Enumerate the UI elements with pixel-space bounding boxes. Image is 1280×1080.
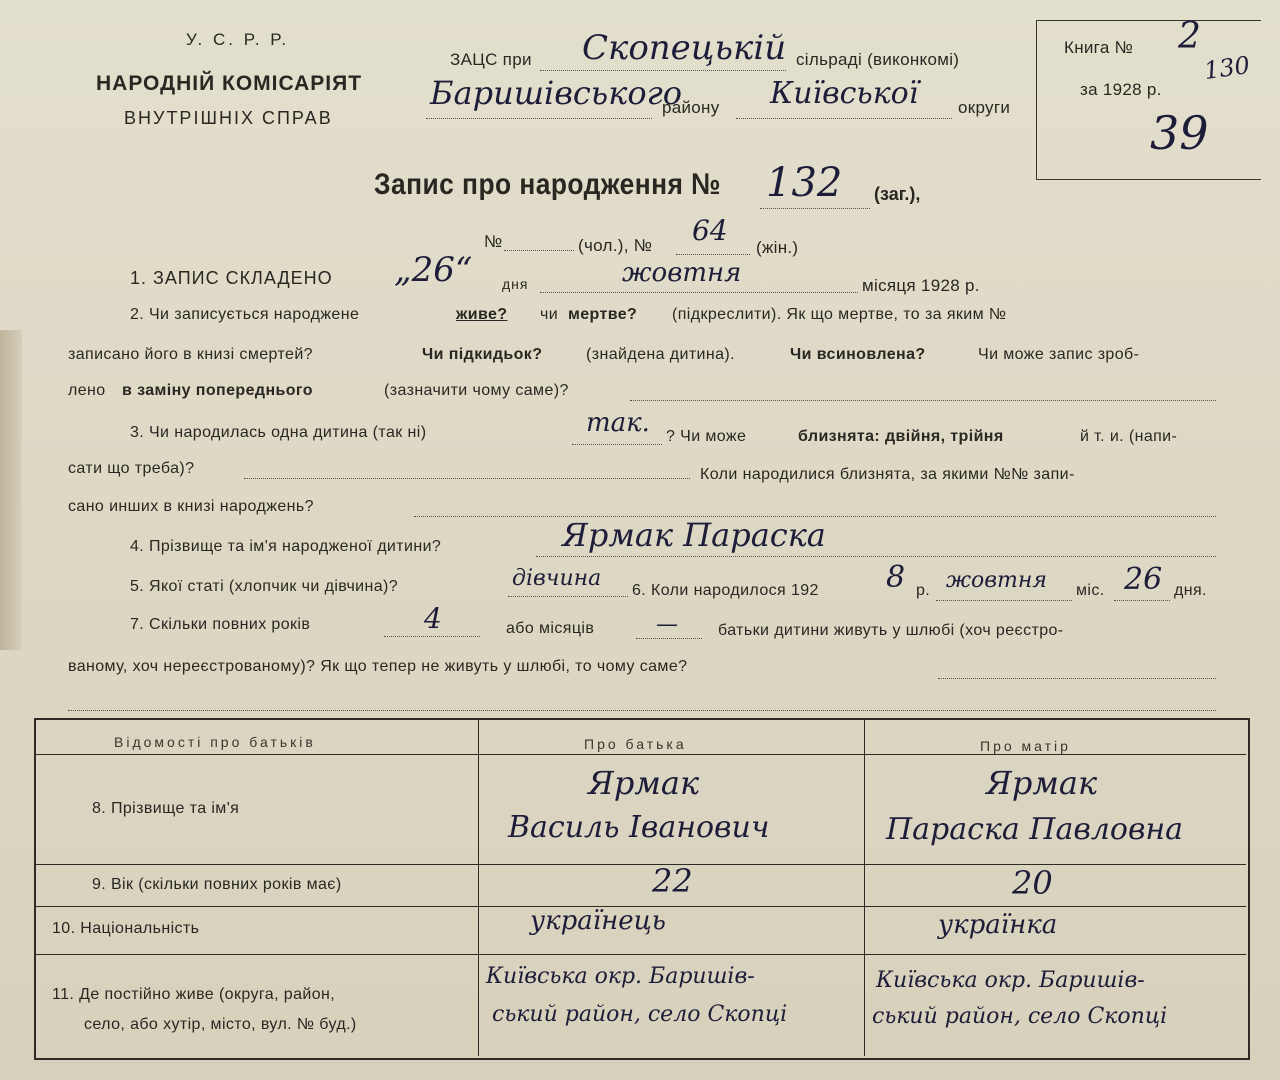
row-residence-label-2: село, або хутір, місто, вул. № буд.) bbox=[84, 1016, 357, 1033]
record-month-handwritten: жовтня bbox=[622, 258, 742, 288]
row-age-label: 9. Вік (скільки повних років має) bbox=[92, 876, 342, 893]
twins-label: ? Чи може bbox=[666, 428, 747, 445]
line2c-label: лено bbox=[68, 382, 106, 399]
table-header-parents: Відомості про батьків bbox=[114, 734, 316, 750]
foundling-question: Чи підкидьок? bbox=[422, 346, 543, 363]
father-residence-line2: ський район, село Скопці bbox=[492, 1002, 788, 1027]
mother-age-handwritten: 20 bbox=[1012, 864, 1053, 902]
dead-option: мертве? bbox=[568, 306, 638, 323]
line1-label: 1. ЗАПИС СКЛАДЕНО bbox=[130, 268, 333, 288]
commissariat-label: НАРОДНІЙ КОМІСАРІЯТ bbox=[96, 72, 363, 95]
table-header-mother: Про матір bbox=[980, 738, 1071, 754]
line3b-rest: Коли народилися близнята, за якими №№ запи- bbox=[700, 466, 1075, 483]
row-nationality-label: 10. Національність bbox=[52, 920, 200, 937]
replacement-question: в заміну попереднього bbox=[122, 382, 313, 399]
margin-note-crossed: 39 bbox=[1150, 106, 1209, 160]
row-residence-label-1: 11. Де постійно живе (округа, район, bbox=[52, 986, 336, 1003]
or-label: чи bbox=[540, 306, 559, 323]
marriage-months-handwritten: — bbox=[656, 612, 678, 637]
record-title: Запис про народження № bbox=[374, 168, 722, 201]
months-label: або місяців bbox=[506, 620, 595, 637]
mother-residence-line2: ський район, село Скопці bbox=[872, 1004, 1168, 1029]
birth-year-handwritten: 8 bbox=[886, 560, 906, 595]
day-label: дня bbox=[502, 276, 529, 292]
record-suffix: (заг.), bbox=[874, 184, 921, 204]
day-label-2: дня. bbox=[1174, 582, 1207, 599]
father-surname-handwritten: Ярмак bbox=[588, 764, 700, 802]
record-day-handwritten: „26“ bbox=[394, 250, 473, 290]
twins-options: близнята: двійня, трійня bbox=[798, 428, 1004, 445]
single-child-handwritten: так. bbox=[586, 408, 650, 438]
child-sex-handwritten: дівчина bbox=[512, 566, 602, 591]
book-number-handwritten: 2 bbox=[1178, 16, 1201, 57]
district-label: району bbox=[662, 98, 720, 117]
father-residence-line1: Київська окр. Баришів- bbox=[486, 964, 755, 989]
female-number-handwritten: 64 bbox=[692, 214, 728, 247]
okrug-handwritten: Київської bbox=[770, 76, 919, 111]
female-label: (жін.) bbox=[756, 238, 799, 257]
okrug-label: округи bbox=[958, 98, 1011, 117]
marriage-years-handwritten: 4 bbox=[424, 602, 442, 635]
birth-day-handwritten: 26 bbox=[1124, 562, 1163, 597]
male-label: (чол.), № bbox=[578, 236, 653, 255]
adopted-question: Чи всиновлена? bbox=[790, 346, 926, 363]
torn-edge bbox=[0, 330, 22, 650]
line7-rest: батьки дитини живуть у шлюбі (хоч реєстро- bbox=[718, 622, 1064, 639]
village-label: сільраді (виконкомі) bbox=[796, 50, 960, 69]
line3c-label: сано инших в книзі народжень? bbox=[68, 498, 314, 515]
line2b-rest: Чи може запис зроб- bbox=[978, 346, 1140, 363]
zags-prefix: ЗАЦС при bbox=[450, 50, 532, 69]
record-year-label: місяця 1928 р. bbox=[862, 276, 980, 295]
record-number-handwritten: 132 bbox=[766, 160, 843, 206]
child-name-handwritten: Ярмак Параска bbox=[562, 516, 826, 554]
book-label: Книга № bbox=[1064, 38, 1134, 57]
line2-label: 2. Чи записується народжене bbox=[130, 306, 360, 323]
mother-nationality-handwritten: українка bbox=[938, 910, 1058, 940]
line2-rest: (підкреслити). Як що мертве, то за яким № bbox=[672, 306, 1007, 323]
mother-residence-line1: Київська окр. Баришів- bbox=[876, 968, 1145, 993]
birth-month-handwritten: жовтня bbox=[946, 568, 1047, 593]
village-handwritten: Скопецькій bbox=[582, 28, 787, 68]
year-label: р. bbox=[916, 582, 931, 599]
line7-label: 7. Скільки повних років bbox=[130, 616, 311, 633]
dept-label: ВНУТРІШНІХ СПРАВ bbox=[124, 108, 333, 128]
alive-option: живе? bbox=[456, 306, 508, 323]
line4-label: 4. Прізвище та ім'я народженої дитини? bbox=[130, 538, 442, 555]
line2b-label: записано його в книзі смертей? bbox=[68, 346, 313, 363]
mother-surname-handwritten: Ярмак bbox=[986, 764, 1098, 802]
month-label: міс. bbox=[1076, 582, 1105, 599]
republic-label: У. С. Р. Р. bbox=[186, 30, 290, 49]
line3-label: 3. Чи народилась одна дитина (так ні) bbox=[130, 424, 427, 441]
book-year-label: за 1928 р. bbox=[1080, 80, 1162, 99]
margin-note: 130 bbox=[1202, 50, 1252, 86]
line3-rest: й т. и. (напи- bbox=[1080, 428, 1178, 445]
foundling-note: (знайдена дитина). bbox=[586, 346, 735, 363]
replacement-note: (зазначити чому саме)? bbox=[384, 382, 569, 399]
no-label: № bbox=[484, 232, 503, 251]
father-nationality-handwritten: українець bbox=[530, 906, 666, 936]
district-handwritten: Баришівського bbox=[430, 74, 683, 112]
line3b-label: сати що треба)? bbox=[68, 460, 195, 477]
table-header-father: Про батька bbox=[584, 736, 687, 752]
line6-label: 6. Коли народилося 192 bbox=[632, 582, 819, 599]
line7b-label: ваному, хоч нереєстрованому)? Як що тепер не живуть у шлюбі, то чому саме? bbox=[68, 658, 688, 675]
father-name-handwritten: Василь Іванович bbox=[508, 810, 770, 845]
line5-label: 5. Якої статі (хлопчик чи дівчина)? bbox=[130, 578, 399, 595]
row-name-label: 8. Прізвище та ім'я bbox=[92, 800, 240, 817]
father-age-handwritten: 22 bbox=[652, 862, 693, 900]
mother-name-handwritten: Параска Павловна bbox=[886, 812, 1184, 847]
